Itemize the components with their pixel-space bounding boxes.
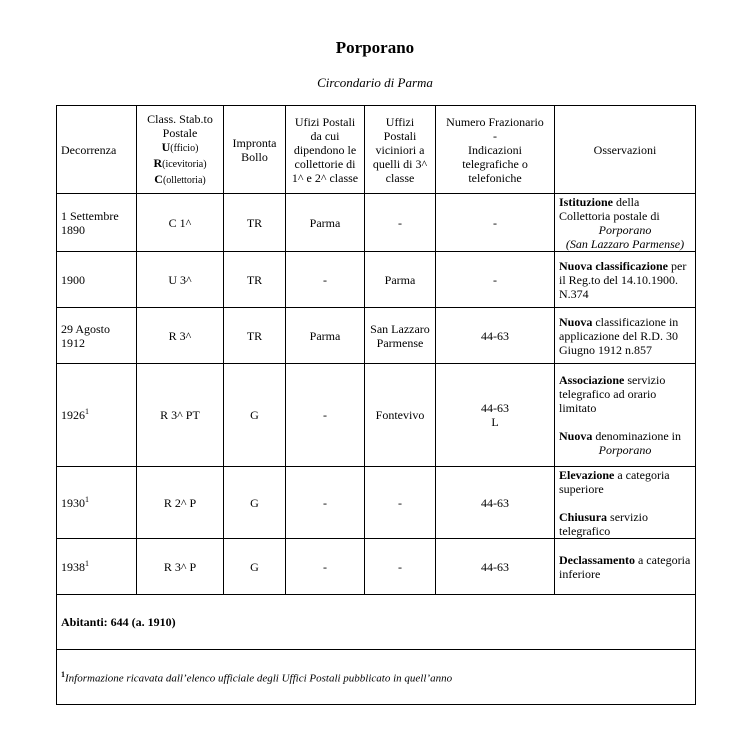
obs-italic: Porporano	[598, 222, 652, 237]
header-class-u: U	[161, 139, 171, 154]
decorrenza-value: 1930	[61, 495, 85, 510]
abitanti-text: Abitanti: 644 (a. 1910)	[61, 615, 176, 629]
cell-bollo: G	[224, 539, 286, 595]
obs-text: della Collettoria postale di	[559, 194, 660, 223]
numero-telegraph: L	[491, 415, 499, 429]
cell-ufizi: Parma	[286, 194, 365, 252]
abitanti-row	[57, 595, 696, 650]
cell-class: C 1^	[137, 194, 224, 252]
header-class-c: C	[154, 171, 163, 186]
cell-class: U 3^	[137, 252, 224, 308]
cell-osservazioni	[555, 252, 696, 308]
cell-bollo: TR	[224, 194, 286, 252]
postal-history-table	[56, 105, 696, 705]
table-row	[57, 539, 696, 595]
header-class-line1: Class. Stab.to	[147, 111, 213, 126]
obs-bold: Nuova classificazione	[559, 258, 668, 273]
cell-osservazioni	[555, 364, 696, 467]
cell-ufizi: -	[286, 467, 365, 539]
cell-uffizi: Parma	[365, 252, 436, 308]
cell-decorrenza: 29 Agosto 1912	[57, 308, 137, 364]
cell-decorrenza: 1 Settembre 1890	[57, 194, 137, 252]
numero-value: 44-63	[481, 401, 509, 415]
obs-text: servizio telegrafico	[559, 509, 649, 538]
obs-bold: Nuova	[559, 429, 593, 443]
cell-bollo: G	[224, 467, 286, 539]
header-impronta: Impronta Bollo	[224, 106, 286, 194]
table-row	[57, 467, 696, 539]
header-osservazioni: Osservazioni	[555, 106, 696, 194]
cell-decorrenza	[57, 364, 137, 467]
cell-uffizi: -	[365, 194, 436, 252]
table-row	[57, 194, 696, 252]
obs-text: classificazione in applicazione del R.D. 30 Giugno 1912 n.857	[559, 314, 679, 357]
footnote-ref: 1	[85, 407, 89, 416]
cell-numero: -	[436, 194, 555, 252]
header-numero-line2: -	[493, 128, 497, 143]
obs-text: per il Reg.to del 14.10.1900. N.374	[559, 258, 687, 301]
cell-class: R 3^	[137, 308, 224, 364]
cell-numero: 44-63	[436, 539, 555, 595]
obs-text: a categoria inferiore	[559, 552, 691, 581]
cell-uffizi: Fontevivo	[365, 364, 436, 467]
cell-ufizi: -	[286, 539, 365, 595]
page-subtitle: Circondario di Parma	[317, 75, 433, 90]
header-class	[137, 106, 224, 194]
obs-bold: Declassamento	[559, 552, 635, 567]
header-class-r-rest: (icevitoria)	[162, 158, 207, 170]
header-class-r: R	[153, 155, 163, 170]
header-ufizi: Ufizi Postali da cui dipendono le collettorie di 1^ e 2^ classe	[286, 106, 365, 194]
decorrenza-value: 1926	[61, 408, 85, 422]
footnote-ref: 1	[85, 494, 89, 504]
header-class-u-rest: (fficio)	[170, 142, 199, 154]
cell-decorrenza	[57, 467, 137, 539]
header-class-line2: Postale	[162, 125, 198, 140]
decorrenza-value: 1938	[61, 559, 85, 574]
obs-bold: Associazione	[559, 373, 625, 387]
table-row	[57, 308, 696, 364]
cell-numero: 44-63	[436, 467, 555, 539]
obs-italic: Porporano	[598, 443, 652, 457]
cell-bollo: G	[224, 364, 286, 467]
cell-ufizi: -	[286, 252, 365, 308]
cell-osservazioni	[555, 194, 696, 252]
header-decorrenza: Decorrenza	[57, 106, 137, 194]
header-numero-line3: Indicazioni telegrafiche o telefoniche	[462, 142, 528, 185]
header-numero	[436, 106, 555, 194]
table-row	[57, 364, 696, 467]
header-numero-line1: Numero Frazionario	[446, 114, 544, 129]
footnote-text: Informazione ricavata dall’elenco ufficiale degli Uffici Postali pubblicato in quell’anno	[65, 672, 453, 685]
cell-ufizi: -	[286, 364, 365, 467]
obs-bold: Istituzione	[559, 194, 613, 209]
footnote-row	[57, 650, 696, 705]
cell-osservazioni	[555, 467, 696, 539]
cell-class: R 3^ P	[137, 539, 224, 595]
cell-decorrenza	[57, 539, 137, 595]
cell-uffizi: -	[365, 467, 436, 539]
obs-bold: Chiusura	[559, 509, 608, 524]
cell-class: R 3^ PT	[137, 364, 224, 467]
cell-class: R 2^ P	[137, 467, 224, 539]
obs-text: a categoria superiore	[559, 467, 670, 496]
cell-osservazioni	[555, 308, 696, 364]
header-uffizi: Uffizi Postali viciniori a quelli di 3^ classe	[365, 106, 436, 194]
cell-osservazioni	[555, 539, 696, 595]
header-class-c-rest: (ollettoria)	[162, 174, 206, 186]
obs-bold: Elevazione	[559, 467, 615, 482]
page-title: Porporano	[335, 38, 415, 57]
cell-decorrenza: 1900	[57, 252, 137, 308]
footnote-mark: 1	[61, 670, 65, 680]
obs-text: servizio telegrafico ad orario limitato	[559, 373, 666, 415]
cell-bollo: TR	[224, 308, 286, 364]
cell-bollo: TR	[224, 252, 286, 308]
cell-numero: -	[436, 252, 555, 308]
obs-bold: Nuova	[559, 314, 593, 329]
cell-ufizi: Parma	[286, 308, 365, 364]
footnote-ref: 1	[85, 558, 89, 568]
obs-text: denominazione in	[592, 429, 681, 443]
cell-uffizi: San Lazzaro Parmense	[365, 308, 436, 364]
table-row	[57, 252, 696, 308]
obs-italic: (San Lazzaro Parmense)	[565, 236, 685, 251]
cell-uffizi: -	[365, 539, 436, 595]
cell-numero	[436, 364, 555, 467]
header-row	[57, 106, 696, 194]
cell-numero: 44-63	[436, 308, 555, 364]
